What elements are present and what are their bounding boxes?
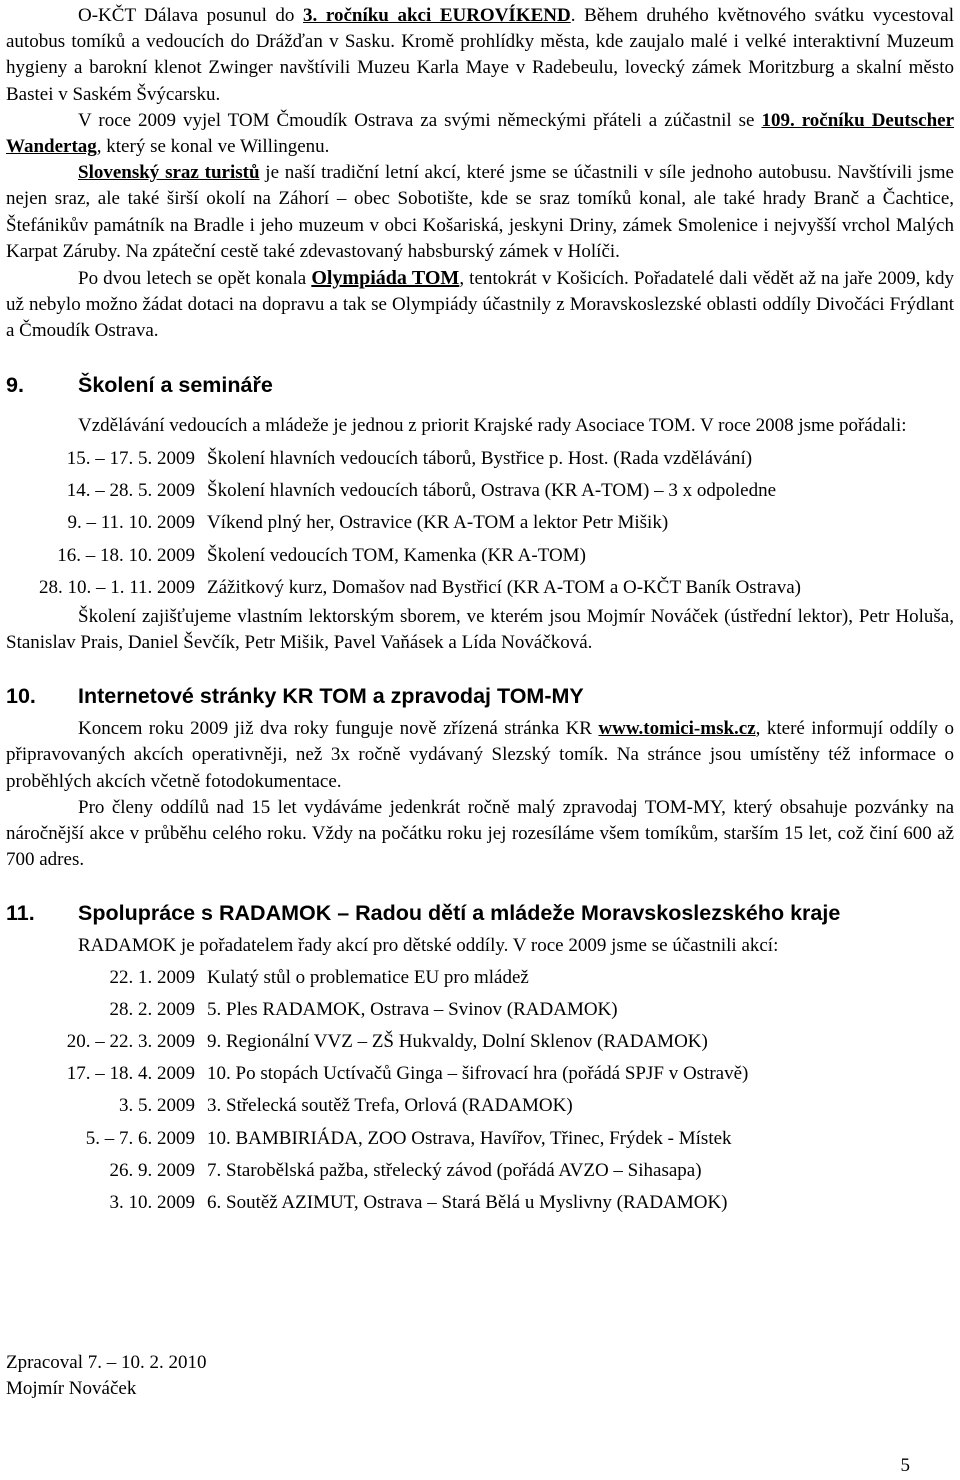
text: O-KČT Dálava posunul do	[78, 5, 304, 26]
signature-block	[6, 1350, 207, 1402]
text: Koncem roku 2009 již dva roky funguje nově zřízená stránka KR	[78, 718, 599, 740]
schedule-date: 17. – 18. 4. 2009	[66, 1063, 195, 1085]
paragraph-eurovikend	[6, 3, 954, 108]
section-title: Spolupráce s RADAMOK – Radou dětí a mládeže Moravskoslezského kraje	[78, 901, 841, 926]
schedule-row	[0, 1123, 960, 1155]
schedule-date: 3. 5. 2009	[119, 1095, 195, 1117]
schedule-row	[0, 443, 960, 475]
schedule-row	[0, 1187, 960, 1219]
author-name: Mojmír Nováček	[6, 1378, 137, 1399]
section-9-heading	[6, 371, 954, 399]
text: , který se konal ve Willingenu.	[96, 136, 330, 158]
schedule-row	[0, 1090, 960, 1122]
content	[0, 3, 960, 1219]
section-9-intro: Vzdělávání vedoucích a mládeže je jednou z priorit Krajské rady Asociace TOM. V roce 2008 jsme pořádali:	[78, 414, 907, 436]
paragraph-olympiada	[6, 265, 954, 345]
schedule-text: 3. Střelecká soutěž Trefa, Orlová (RADAMOK)	[207, 1095, 573, 1117]
schedule-row	[0, 1058, 960, 1090]
schedule-date: 22. 1. 2009	[109, 966, 195, 988]
schedule-text: 6. Soutěž AZIMUT, Ostrava – Stará Bělá u Myslivny (RADAMOK)	[207, 1192, 728, 1214]
schedule-date: 9. – 11. 10. 2009	[67, 512, 195, 534]
schedule-row	[0, 962, 960, 994]
schedule-text: Školení vedoucích TOM, Kamenka (KR A-TOM)	[207, 544, 586, 566]
schedule-row	[0, 1155, 960, 1187]
paragraph-wandertag	[6, 108, 954, 160]
section-11-intro: RADAMOK je pořadatelem řady akcí pro dětské oddíly. V roce 2009 jsme se účastnili akcí:	[78, 935, 779, 957]
schedule-row	[0, 475, 960, 507]
schedule-date: 28. 2. 2009	[109, 998, 195, 1020]
paragraph-slovensky-sraz	[6, 160, 954, 265]
schedule-date: 16. – 18. 10. 2009	[57, 544, 195, 566]
section-11-heading	[6, 899, 954, 927]
schedule-row	[0, 994, 960, 1026]
schedule-row	[0, 539, 960, 571]
section-number: 11.	[6, 901, 35, 926]
wandertag-emphasis: 109. ročníku Deutscher Wandertag	[6, 109, 954, 158]
sraz-emphasis: Slovenský sraz turistů	[78, 162, 260, 184]
schedule-text: 7. Starobělská pažba, střelecký závod (pořádá AVZO – Sihasapa)	[207, 1159, 702, 1181]
schedule-text: Kulatý stůl o problematice EU pro mládež	[207, 966, 529, 988]
schedule-date: 15. – 17. 5. 2009	[66, 447, 195, 469]
schedule-row	[0, 572, 960, 604]
schedule-row	[0, 507, 960, 539]
schedule-date: 14. – 28. 5. 2009	[66, 480, 195, 502]
section-title: Školení a semináře	[78, 372, 273, 397]
website-link[interactable]: www.tomici-msk.cz	[598, 718, 756, 740]
schedule-text: 9. Regionální VVZ – ZŠ Hukvaldy, Dolní Sklenov (RADAMOK)	[207, 1031, 708, 1053]
schedule-text: 10. BAMBIRIÁDA, ZOO Ostrava, Havířov, Třinec, Frýdek - Místek	[207, 1127, 732, 1149]
section-10-paragraph-2: Pro členy oddílů nad 15 let vydáváme jedenkrát ročně malý zpravodaj TOM-MY, který obsahuje pozvánky na náročnější akce v průběhu celého roku. Vždy na počátku roku jej rozesíláme všem tomíkům, starším 15 let, což činí 600 až 700 adres.	[6, 796, 954, 871]
section-number: 9.	[6, 372, 24, 397]
eurovikend-emphasis: 3. ročníku akci EUROVÍKEND	[303, 5, 571, 26]
schedule-date: 20. – 22. 3. 2009	[66, 1031, 195, 1053]
section-10-heading	[6, 682, 954, 710]
radamok-schedule	[0, 962, 960, 1220]
schedule-date: 26. 9. 2009	[109, 1159, 195, 1181]
text: je naší tradiční letní akcí, které jsme se účastnili v síle jednoho autobusu. Navštívili jsme nejen sraz, ale také širší okolí na Záhorí – obec Sobotište, kde se sraz tomíků konal, ale také hrady Branč a Čachtice, Štefánikův památník na Bradle i jeho muzeum v obci Košariská, jeskyni Driny, zámek Smolenice i nejvyšší vrchol Malých Karpat Záruby. Na zpáteční cestě také zdevastovaný habsburský zámek v Holíči.	[6, 162, 954, 262]
schedule-text: Víkend plný her, Ostravice (KR A-TOM a lektor Petr Mišik)	[207, 512, 669, 534]
schedule-date: 28. 10. – 1. 11. 2009	[38, 576, 195, 598]
section-title: Internetové stránky KR TOM a zpravodaj TOM-MY	[78, 684, 584, 709]
section-9-lecturers: Školení zajišťujeme vlastním lektorským sborem, ve kterém jsou Mojmír Nováček (ústřední lektor), Petr Holuša, Stanislav Prais, Daniel Ševčík, Petr Mišik, Pavel Vaňásek a Lída Nováčková.	[6, 605, 954, 653]
text: , tentokrát v Košicích. Pořadatelé dali vědět až na jaře 2009, kdy už nebylo možno žádat dotaci na dopravu a tak se Olympiády účastnily z Moravskoslezské oblasti oddíly Divočáci Frýdlant a Čmoudík Ostrava.	[6, 268, 954, 342]
text: , které informují oddíly o připravovaných akcích operativněji, než 3x ročně vydávaný Slezský tomík. Na stránce jsou umístěny též informace o proběhlých akcích včetně fotodokumentace.	[6, 718, 955, 792]
olympiada-emphasis: Olympiáda TOM	[311, 267, 460, 290]
schedule-row	[0, 1026, 960, 1058]
text: Po dvou letech se opět konala	[78, 268, 312, 290]
schedule-date: 5. – 7. 6. 2009	[85, 1127, 195, 1149]
text: . Během druhého květnového svátku vycestoval autobus tomíků a vedoucích do Drážďan v Sasku. Kromě prohlídky města, kde zaujalo malé i velké interaktivní Muzeum hygieny a barokní klenot Zwinger navštívili Muzeu Karla Maye v Radebeulu, lovecký zámek Moritzburg a skalní město Bastei v Saském Švýcarsku.	[6, 5, 954, 105]
training-schedule	[0, 443, 960, 604]
section-10-paragraph-1	[6, 716, 954, 795]
section-number: 10.	[6, 684, 36, 709]
text: V roce 2009 vyjel TOM Čmoudík Ostrava za svými německými přáteli a zúčastnil se	[78, 109, 762, 131]
schedule-date: 3. 10. 2009	[109, 1192, 195, 1214]
schedule-text: 5. Ples RADAMOK, Ostrava – Svinov (RADAMOK)	[207, 998, 618, 1020]
schedule-text: 10. Po stopách Uctívačů Ginga – šifrovací hra (pořádá SPJF v Ostravě)	[207, 1063, 749, 1085]
schedule-text: Školení hlavních vedoucích táborů, Bystřice p. Host. (Rada vzdělávání)	[207, 447, 753, 469]
compiled-date: Zpracoval 7. – 10. 2. 2010	[6, 1352, 207, 1373]
page-number: 5	[900, 1455, 910, 1476]
schedule-text: Zážitkový kurz, Domašov nad Bystřicí (KR A-TOM a O-KČT Baník Ostrava)	[207, 576, 802, 598]
schedule-text: Školení hlavních vedoucích táborů, Ostrava (KR A-TOM) – 3 x odpoledne	[207, 480, 777, 502]
